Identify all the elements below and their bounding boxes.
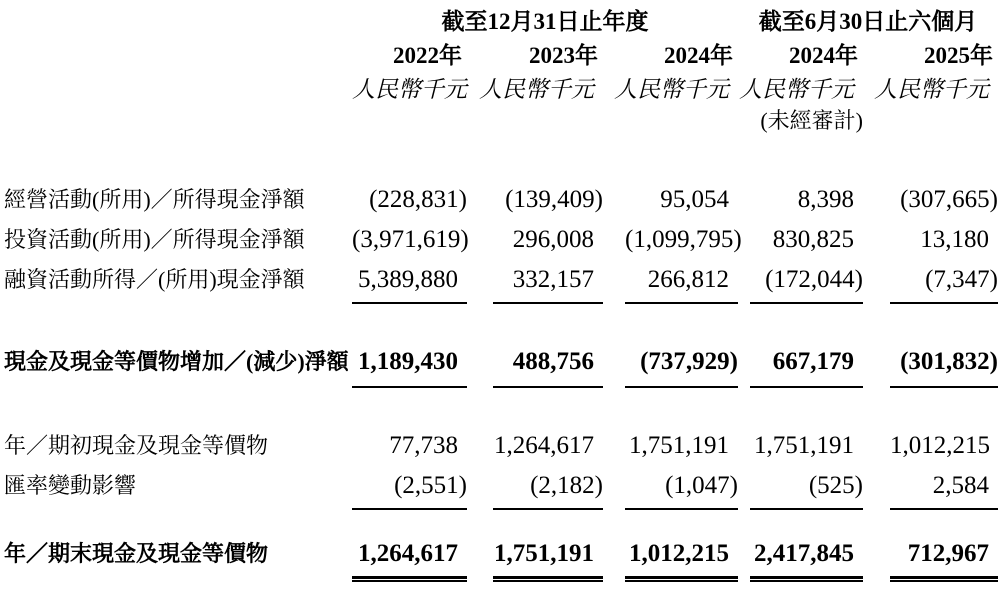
unit-label: 人民幣千元 bbox=[479, 77, 594, 102]
cell-value: 712,967 bbox=[907, 540, 989, 567]
header-spacer bbox=[0, 39, 352, 73]
year-header-row bbox=[0, 39, 998, 73]
cell-value: (2,182) bbox=[530, 472, 603, 499]
cell-value: 296,008 bbox=[512, 226, 594, 253]
unit-label: 人民幣千元 bbox=[739, 77, 854, 102]
cell-value: 332,157 bbox=[512, 266, 594, 293]
note-cell bbox=[352, 106, 467, 136]
unit-label: 人民幣千元 bbox=[874, 77, 989, 102]
cash-flow-statement-table bbox=[0, 5, 1000, 594]
unaudited-note-row bbox=[0, 106, 998, 136]
column-year-2025: 2025年 bbox=[924, 43, 993, 68]
cell-value: 488,756 bbox=[512, 348, 594, 375]
cell-value: 2,417,845 bbox=[754, 540, 854, 567]
cell-value: 13,180 bbox=[920, 226, 989, 253]
cell-value: 1,012,215 bbox=[629, 540, 729, 567]
column-year-2022: 2022年 bbox=[393, 43, 462, 68]
cell-value: 1,264,617 bbox=[494, 432, 594, 459]
cell-value: (3,971,619) bbox=[352, 226, 469, 253]
cell-value: (525) bbox=[808, 472, 863, 499]
cell-value: (307,665) bbox=[900, 186, 998, 213]
cell-value: 1,751,191 bbox=[754, 432, 854, 459]
row-label: 匯率變動影響 bbox=[4, 473, 137, 498]
column-year-2024-interim: 2024年 bbox=[789, 43, 858, 68]
column-year-2023: 2023年 bbox=[529, 43, 598, 68]
cell-value: 667,179 bbox=[772, 348, 854, 375]
unaudited-note: (未經審計) bbox=[760, 108, 863, 133]
cell-value: 2,584 bbox=[932, 472, 989, 499]
row-label: 投資活動(所用)／所得現金淨額 bbox=[4, 227, 305, 252]
cell-value: 1,012,215 bbox=[890, 432, 990, 459]
header-spacer bbox=[0, 5, 352, 39]
cell-value: 95,054 bbox=[660, 186, 729, 213]
table-row-net-change bbox=[0, 344, 998, 386]
column-year-2024: 2024年 bbox=[664, 43, 733, 68]
cell-value: (301,832) bbox=[900, 348, 998, 375]
cell-value: (2,551) bbox=[394, 472, 467, 499]
table-row-fx-effect bbox=[0, 466, 998, 506]
cell-value: (1,047) bbox=[665, 472, 738, 499]
currency-unit-row bbox=[0, 73, 998, 106]
cell-value: (139,409) bbox=[505, 186, 603, 213]
period-group-interim: 截至6月30日止六個月 bbox=[758, 9, 978, 34]
cell-value: 1,751,191 bbox=[629, 432, 729, 459]
table-row-investing-activities bbox=[0, 220, 998, 260]
note-cell bbox=[603, 106, 738, 136]
period-group-annual: 截至12月31日止年度 bbox=[441, 9, 649, 34]
note-cell bbox=[863, 106, 998, 136]
header-spacer bbox=[0, 73, 352, 106]
row-label: 年／期末現金及現金等價物 bbox=[4, 541, 269, 566]
row-label: 經營活動(所用)／所得現金淨額 bbox=[4, 187, 305, 212]
cell-value: 1,264,617 bbox=[358, 540, 458, 567]
row-label: 融資活動所得／(所用)現金淨額 bbox=[4, 267, 305, 292]
period-group-header-row bbox=[0, 5, 998, 39]
unit-label: 人民幣千元 bbox=[352, 77, 467, 102]
cell-value: 1,189,430 bbox=[358, 348, 458, 375]
row-label: 年／期初現金及現金等價物 bbox=[4, 433, 269, 458]
cell-value: (172,044) bbox=[765, 266, 863, 293]
cell-value: (228,831) bbox=[369, 186, 467, 213]
cell-value: 5,389,880 bbox=[358, 266, 458, 293]
cell-value: 8,398 bbox=[797, 186, 854, 213]
cell-value: 830,825 bbox=[772, 226, 854, 253]
cell-value: 1,751,191 bbox=[494, 540, 594, 567]
cell-value: 77,738 bbox=[389, 432, 458, 459]
row-label: 現金及現金等價物增加／(減少)淨額 bbox=[4, 349, 349, 374]
note-cell bbox=[467, 106, 603, 136]
cell-value: (1,099,795) bbox=[625, 226, 742, 253]
cell-value: (7,347) bbox=[925, 266, 998, 293]
table-row-financing-activities bbox=[0, 260, 998, 300]
table-row-operating-activities bbox=[0, 180, 998, 220]
header-spacer bbox=[0, 106, 352, 136]
table-row-closing-cash bbox=[0, 536, 998, 576]
cell-value: (737,929) bbox=[640, 348, 738, 375]
table-row-opening-cash bbox=[0, 426, 998, 466]
cell-value: 266,812 bbox=[647, 266, 729, 293]
unit-label: 人民幣千元 bbox=[614, 77, 729, 102]
